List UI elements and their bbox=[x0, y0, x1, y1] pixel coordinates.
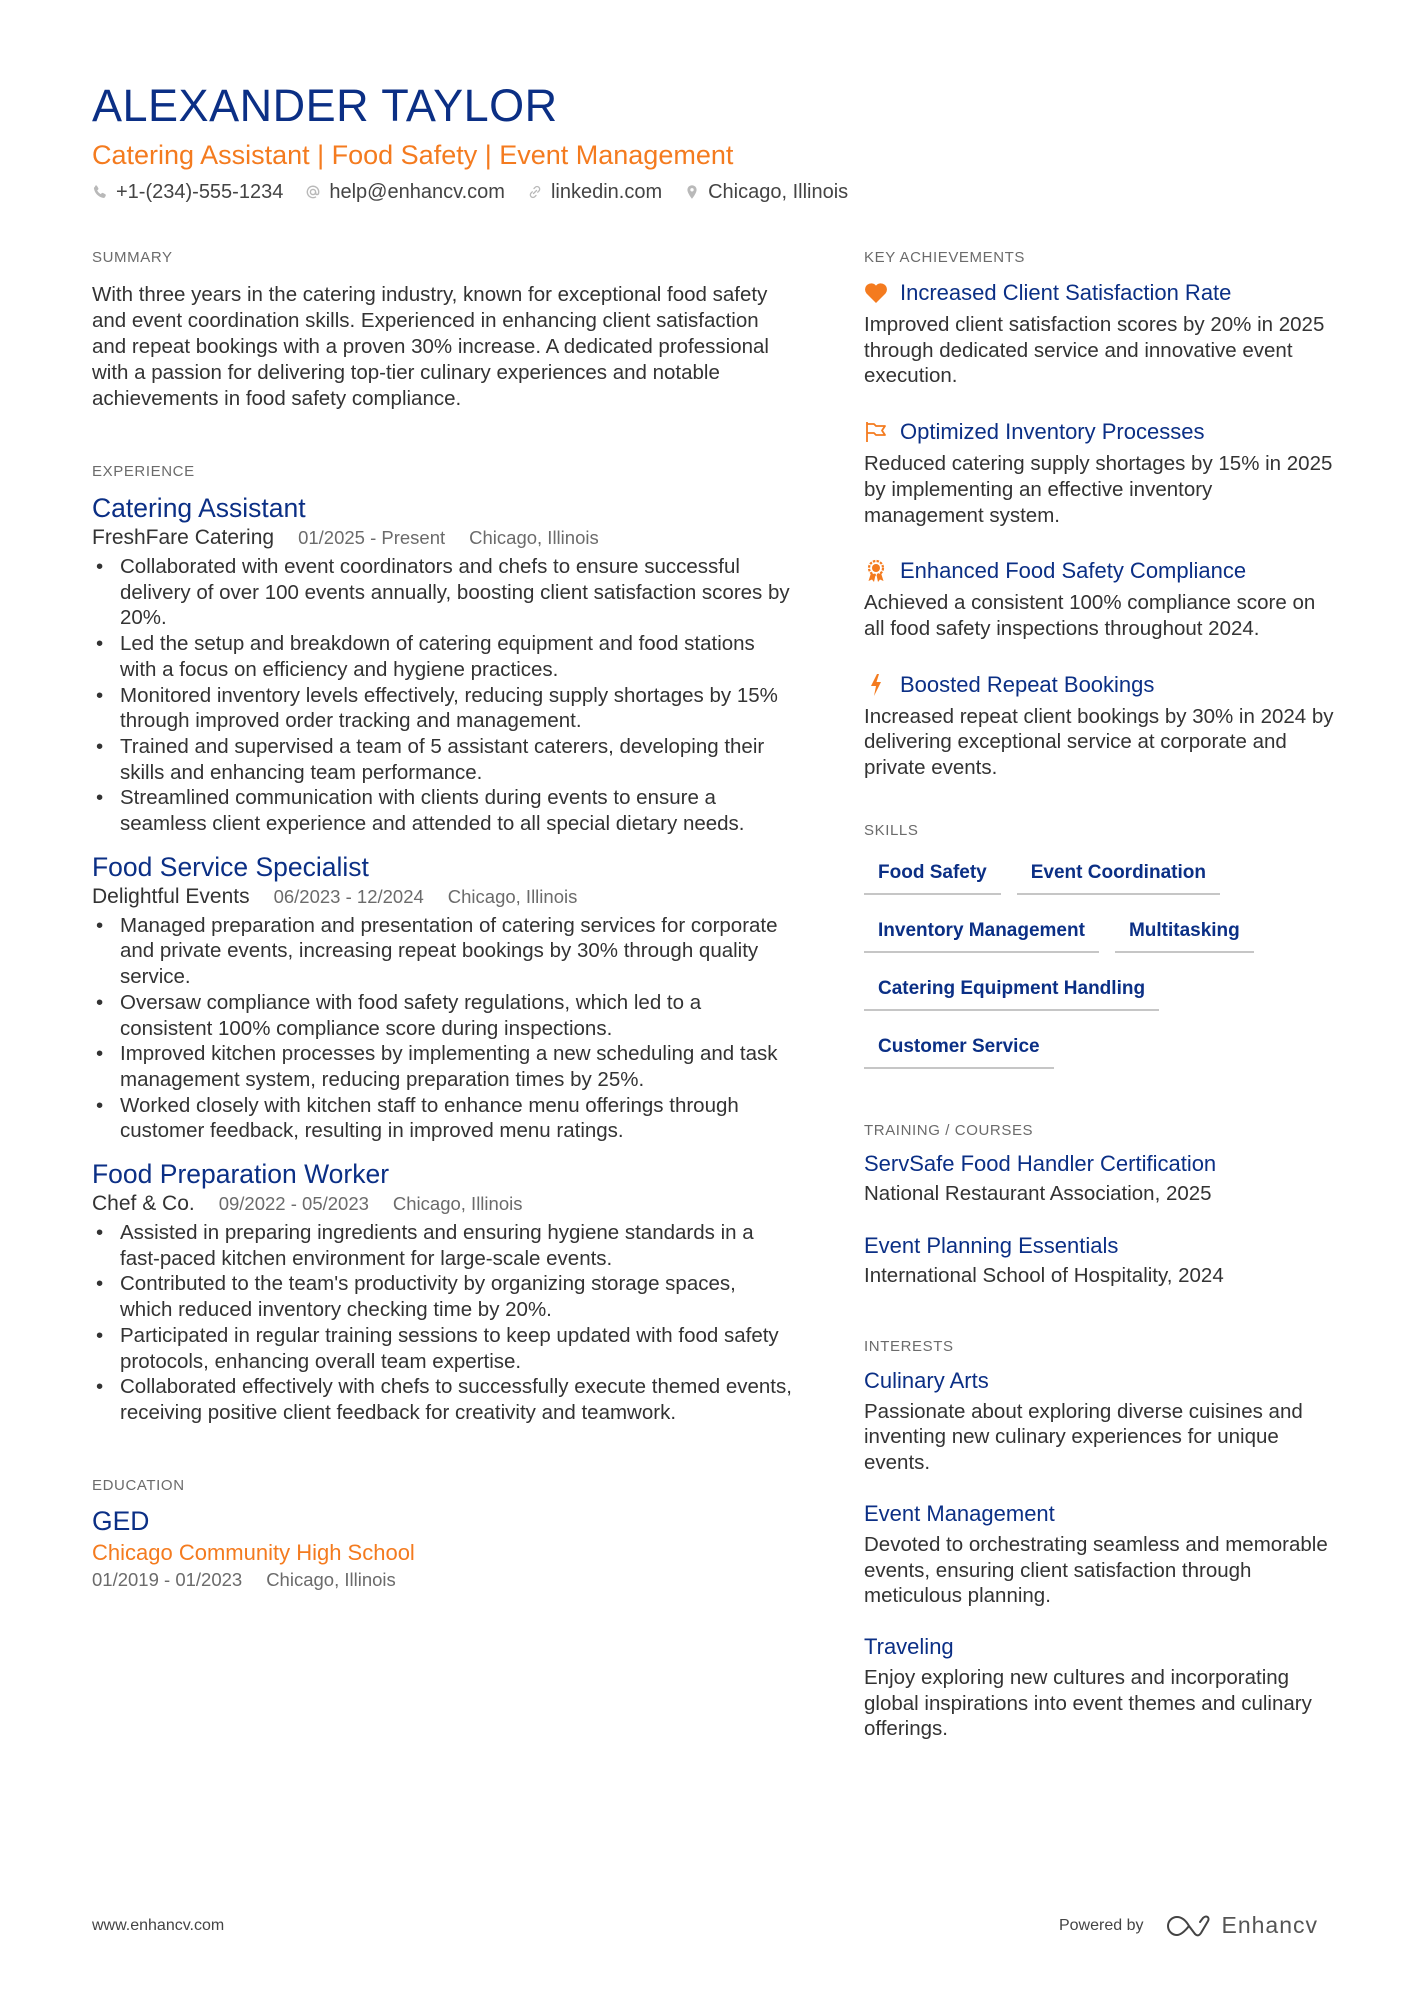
job-meta bbox=[92, 1190, 792, 1218]
skills-heading: SKILLS bbox=[864, 821, 919, 839]
skill-tag: Inventory Management bbox=[864, 913, 1099, 953]
bullet-item: • Assisted in preparing ingredients and ensuring hygiene standards in a fast-paced kitchen environment for large-scale events. bbox=[120, 1220, 792, 1271]
achievement-item bbox=[864, 554, 1334, 641]
job-meta bbox=[92, 524, 792, 552]
contact-email[interactable] bbox=[305, 178, 505, 206]
bullet-item: • Improved kitchen processes by implementing a new scheduling and task management system, reducing preparation times by 25%. bbox=[120, 1041, 792, 1092]
job-dates: 06/2023 - 12/2024 bbox=[273, 885, 424, 907]
skill-tag: Event Coordination bbox=[1017, 855, 1220, 895]
right-column bbox=[864, 248, 1334, 1786]
left-column bbox=[92, 248, 792, 1636]
skill-tag: Food Safety bbox=[864, 855, 1001, 895]
interest-title: Event Management bbox=[864, 1500, 1055, 1526]
bullet-item: • Streamlined communication with clients during events to ensure a seamless client experience and attended to all special dietary needs. bbox=[120, 785, 792, 836]
resume-header bbox=[92, 80, 1322, 206]
interest-title: Culinary Arts bbox=[864, 1367, 989, 1393]
contact-phone bbox=[92, 178, 283, 206]
bullet-item: • Trained and supervised a team of 5 assistant caterers, developing their skills and enhancing team performance. bbox=[120, 734, 792, 785]
phone-icon bbox=[92, 184, 108, 200]
job-title: Food Preparation Worker bbox=[92, 1159, 390, 1190]
skill-tag: Catering Equipment Handling bbox=[864, 971, 1159, 1011]
bullet-item: • Worked closely with kitchen staff to enhance menu offerings through customer feedback, resulting in improved menu ratings. bbox=[120, 1093, 792, 1144]
achievement-description: Improved client satisfaction scores by 20% in 2025 through dedicated service and innovative event execution. bbox=[864, 313, 1325, 388]
job-title: Catering Assistant bbox=[92, 493, 306, 523]
summary-heading: SUMMARY bbox=[92, 249, 173, 266]
page-footer bbox=[92, 1912, 1318, 1939]
heart-icon bbox=[864, 281, 888, 305]
bullet-item: • Collaborated effectively with chefs to successfully execute themed events, receiving positive client feedback for creativity and teamwork. bbox=[120, 1374, 792, 1425]
company-name: Delightful Events bbox=[92, 884, 250, 908]
achievement-description: Increased repeat client bookings by 30% in 2024 by delivering exceptional service at corporate and private events. bbox=[864, 704, 1334, 780]
achievement-title: Enhanced Food Safety Compliance bbox=[900, 558, 1247, 584]
contact-linkedin-text: linkedin.com bbox=[550, 181, 663, 203]
bullet-item: • Contributed to the team's productivity by organizing storage spaces, which reduced inventory checking time by 20%. bbox=[120, 1271, 792, 1322]
course-item bbox=[864, 1149, 1334, 1209]
achievement-description: Achieved a consistent 100% compliance score on all food safety inspections throughout 2024. bbox=[864, 591, 1316, 640]
job-bullets bbox=[92, 1220, 792, 1426]
course-provider: National Restaurant Association, 2025 bbox=[864, 1181, 1212, 1205]
contact-location bbox=[684, 178, 848, 206]
interest-title: Traveling bbox=[864, 1633, 954, 1659]
job-entry bbox=[92, 492, 792, 837]
contact-location-text: Chicago, Illinois bbox=[708, 181, 849, 203]
company-name: FreshFare Catering bbox=[92, 526, 275, 549]
brand-name: Enhancv bbox=[1221, 1912, 1318, 1938]
bullet-item: • Led the setup and breakdown of catering equipment and food stations with a focus on efficiency and hygiene practices. bbox=[120, 631, 792, 682]
achievements-heading: KEY ACHIEVEMENTS bbox=[864, 249, 1026, 266]
education-section bbox=[92, 1476, 792, 1592]
achievement-title: Optimized Inventory Processes bbox=[900, 419, 1205, 445]
experience-section bbox=[92, 462, 792, 1426]
contact-phone-text: +1-(234)-555-1234 bbox=[116, 181, 284, 203]
powered-by bbox=[1059, 1912, 1318, 1939]
job-location: Chicago, Illinois bbox=[469, 527, 599, 548]
bullet-item: • Participated in regular training sessions to keep updated with food safety protocols, enhancing overall team expertise. bbox=[120, 1323, 792, 1374]
interest-item bbox=[864, 1498, 1334, 1609]
job-entry bbox=[92, 1158, 792, 1426]
training-heading: TRAINING / COURSES bbox=[864, 1121, 1034, 1139]
achievement-title: Increased Client Satisfaction Rate bbox=[900, 280, 1232, 305]
at-icon bbox=[305, 184, 321, 200]
contact-linkedin[interactable] bbox=[527, 178, 662, 206]
summary-text: With three years in the catering industry, known for exceptional food safety and event coordination skills. Experienced in enhancing client satisfaction and repeat bookings with a proven 30% increase. A dedicated professional with a passion for delivering top-tier culinary experiences and notable achievements in food safety compliance. bbox=[92, 283, 769, 410]
achievement-description: Reduced catering supply shortages by 15% in 2025 by implementing an effective inventory management system. bbox=[864, 452, 1333, 527]
training-section bbox=[864, 1121, 1334, 1291]
education-dates: 01/2019 - 01/2023 bbox=[92, 1568, 243, 1590]
skills-list bbox=[864, 855, 1334, 1069]
education-location: Chicago, Illinois bbox=[266, 1568, 396, 1590]
job-meta bbox=[92, 883, 792, 911]
interest-item bbox=[864, 1631, 1334, 1742]
lightning-bolt-icon bbox=[864, 673, 888, 697]
achievement-title: Boosted Repeat Bookings bbox=[900, 671, 1155, 697]
course-title: Event Planning Essentials bbox=[864, 1232, 1119, 1258]
footer-website-link[interactable]: www.enhancv.com bbox=[92, 1916, 225, 1934]
skills-section bbox=[864, 821, 1334, 1069]
course-item bbox=[864, 1231, 1334, 1291]
headline: Catering Assistant | Food Safety | Event Management bbox=[92, 140, 734, 170]
course-provider: International School of Hospitality, 2024 bbox=[864, 1263, 1224, 1287]
experience-heading: EXPERIENCE bbox=[92, 463, 195, 480]
brand-logo[interactable] bbox=[1167, 1912, 1318, 1939]
interest-description: Devoted to orchestrating seamless and memorable events, ensuring client satisfaction through meticulous planning. bbox=[864, 1532, 1328, 1608]
job-title: Food Service Specialist bbox=[92, 851, 369, 882]
contact-info bbox=[92, 178, 1322, 206]
skill-tag: Multitasking bbox=[1115, 913, 1254, 953]
powered-by-label: Powered by bbox=[1058, 1916, 1144, 1934]
enhancv-logo-icon bbox=[1167, 1914, 1213, 1938]
flag-icon bbox=[864, 420, 888, 444]
link-icon bbox=[527, 184, 543, 200]
achievements-section bbox=[864, 248, 1334, 781]
bullet-item: • Collaborated with event coordinators and chefs to ensure successful delivery of over 100 events annually, boosting client satisfaction scores by 20%. bbox=[120, 554, 792, 631]
job-entry bbox=[92, 851, 792, 1144]
degree: GED bbox=[92, 1505, 150, 1536]
job-location: Chicago, Illinois bbox=[447, 885, 578, 907]
contact-email-text: help@enhancv.com bbox=[329, 181, 505, 203]
summary-section bbox=[92, 248, 792, 412]
skill-tag: Customer Service bbox=[864, 1029, 1054, 1069]
interest-description: Enjoy exploring new cultures and incorporating global inspirations into event themes and culinary offerings. bbox=[864, 1665, 1312, 1741]
job-dates: 09/2022 - 05/2023 bbox=[218, 1193, 369, 1215]
job-location: Chicago, Illinois bbox=[392, 1193, 523, 1215]
interest-item bbox=[864, 1365, 1334, 1476]
award-medal-icon bbox=[864, 559, 888, 583]
course-title: ServSafe Food Handler Certification bbox=[864, 1150, 1217, 1176]
school-name: Chicago Community High School bbox=[92, 1539, 415, 1565]
candidate-name: ALEXANDER TAYLOR bbox=[92, 80, 558, 131]
job-bullets bbox=[92, 554, 792, 837]
achievement-item bbox=[864, 276, 1334, 389]
education-meta bbox=[92, 1568, 792, 1592]
bullet-item: • Monitored inventory levels effectively, reducing supply shortages by 15% through improved order tracking and management. bbox=[120, 683, 792, 734]
location-pin-icon bbox=[684, 184, 700, 200]
interests-section bbox=[864, 1337, 1334, 1742]
interests-heading: INTERESTS bbox=[864, 1337, 954, 1355]
company-name: Chef & Co. bbox=[92, 1192, 195, 1216]
achievement-item bbox=[864, 415, 1334, 528]
job-dates: 01/2025 - Present bbox=[298, 527, 446, 548]
interest-description: Passionate about exploring diverse cuisines and inventing new culinary experiences for unique events. bbox=[864, 1399, 1303, 1475]
bullet-item: • Oversaw compliance with food safety regulations, which led to a consistent 100% compliance score during inspections. bbox=[120, 990, 792, 1041]
bullet-item: • Managed preparation and presentation of catering services for corporate and private events, increasing repeat bookings by 30% through quality service. bbox=[120, 913, 792, 990]
education-heading: EDUCATION bbox=[92, 1476, 185, 1494]
achievement-item bbox=[864, 668, 1334, 781]
job-bullets bbox=[92, 913, 792, 1144]
